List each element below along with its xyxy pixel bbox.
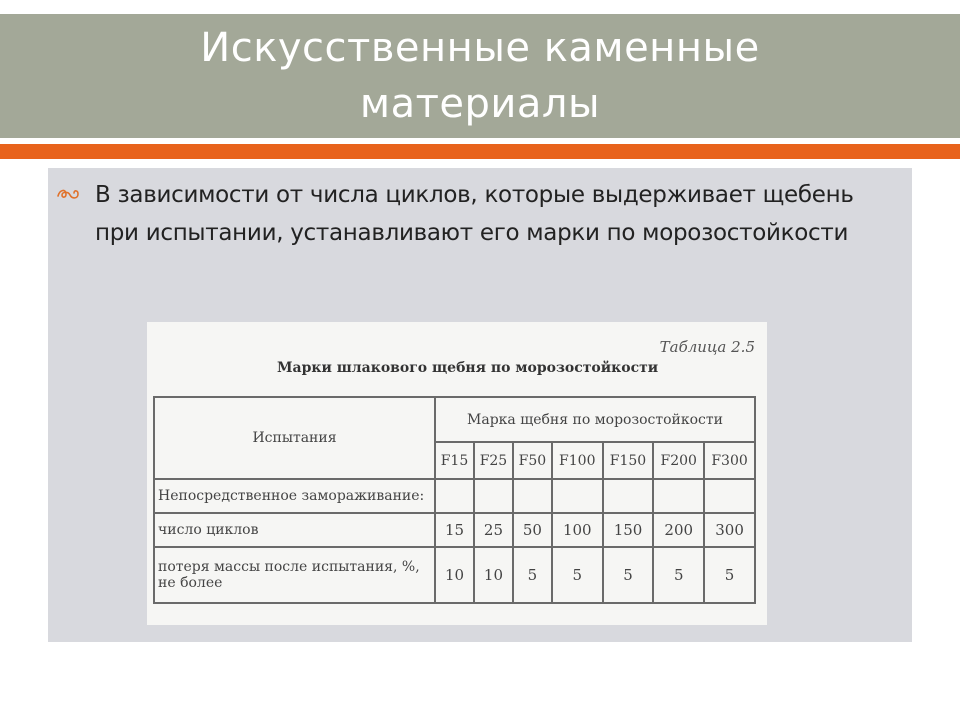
table-row (154, 547, 755, 603)
row-label: число циклов (154, 513, 435, 547)
grade-header: F150 (603, 442, 654, 479)
row-label: Непосредственное замораживание: (154, 479, 435, 513)
table-title: Марки шлакового щебня по морозостойкости (277, 360, 659, 376)
table-cell (513, 479, 552, 513)
table-cell: 5 (513, 547, 552, 603)
table-cell (603, 479, 654, 513)
slide-title: Искусственные каменные материалы (200, 25, 760, 127)
grade-header: F50 (513, 442, 552, 479)
table-cell: 300 (704, 513, 755, 547)
top-strip (0, 0, 960, 14)
table-cell: 5 (653, 547, 704, 603)
table-cell: 25 (474, 513, 513, 547)
table-cell: 200 (653, 513, 704, 547)
table-cell (552, 479, 603, 513)
table-cell: 5 (603, 547, 654, 603)
table-cell: 15 (435, 513, 474, 547)
grade-header: F300 (704, 442, 755, 479)
bullet-text: В зависимости от числа циклов, которые выдерживает щебень при испытании, устанавливают его марки по морозостойкости (95, 182, 854, 246)
table-cell (653, 479, 704, 513)
table-cell (704, 479, 755, 513)
table-row (154, 479, 755, 513)
table-cell: 10 (474, 547, 513, 603)
table-cell: 50 (513, 513, 552, 547)
frost-resistance-table (153, 396, 756, 604)
curl-bullet-icon (56, 186, 84, 202)
table-cell: 150 (603, 513, 654, 547)
table-cell (435, 479, 474, 513)
table-cell: 100 (552, 513, 603, 547)
row-label: потеря массы после испытания, %, не более (154, 547, 435, 603)
table-row (154, 513, 755, 547)
table-caption: Таблица 2.5 (659, 338, 755, 356)
grade-header: F200 (653, 442, 704, 479)
table-cell (474, 479, 513, 513)
grade-header: F15 (435, 442, 474, 479)
accent-line (0, 144, 960, 159)
table-cell: 5 (704, 547, 755, 603)
grade-header: F100 (552, 442, 603, 479)
header-test: Испытания (154, 397, 435, 479)
title-band (0, 14, 960, 138)
table-cell: 5 (552, 547, 603, 603)
header-grade-group: Марка щебня по морозостойкости (435, 397, 755, 442)
table-cell: 10 (435, 547, 474, 603)
grade-header: F25 (474, 442, 513, 479)
frost-table-image (147, 322, 767, 625)
